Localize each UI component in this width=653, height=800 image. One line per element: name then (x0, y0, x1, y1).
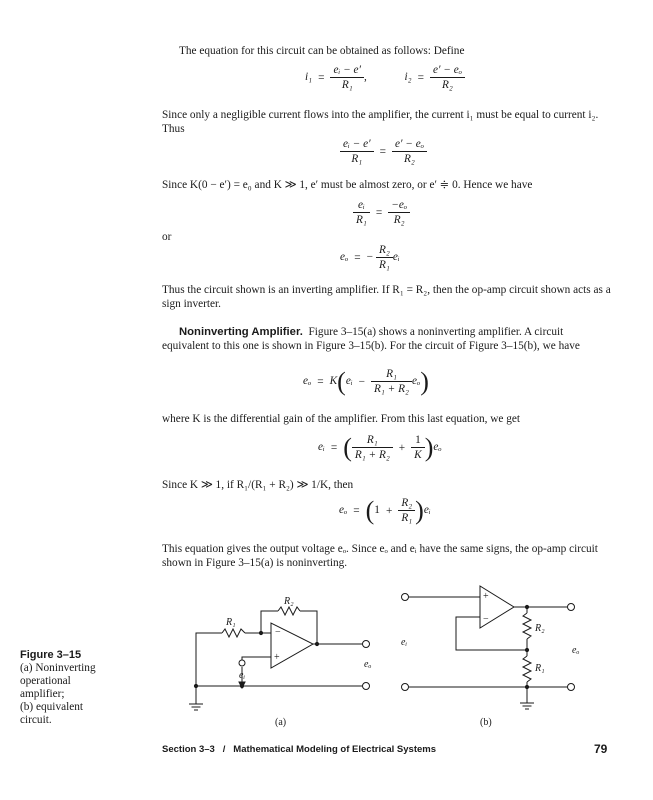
op-amp-a (271, 623, 313, 668)
op-amp-b (480, 586, 514, 628)
node (525, 605, 528, 608)
output-terminal (363, 683, 370, 690)
paragraph-sign-inverter: Thus the circuit shown is an inverting amplifier. If R₁ = R₂, then the op-amp circuit shown acts as a sign inverter. (162, 284, 611, 310)
node (259, 631, 262, 634)
label-eo-a: eₒ (364, 659, 372, 670)
label-r2-b: R₂ (535, 623, 545, 634)
label-figure-a: (a) (275, 717, 287, 728)
noninverting-heading: Noninverting Amplifier. (179, 326, 303, 338)
label-plus-a: + (274, 652, 280, 663)
ei-arrow (239, 682, 245, 688)
page-number: 79 (594, 742, 608, 756)
label-figure-b: (b) (480, 717, 492, 728)
output-terminal (568, 684, 575, 691)
wire (300, 611, 317, 644)
equation-input-voltage: eᵢ = ( $\frac{\text{R₁}}{\text{R₁ + R₂}}$ + $\frac{1}{K}$ )eₒ (318, 432, 442, 462)
output-terminal (363, 641, 370, 648)
label-r2-a: R₂ (284, 596, 294, 607)
resistor-r2-a (278, 607, 300, 615)
node (194, 684, 197, 687)
node (315, 642, 318, 645)
circuit-b (402, 586, 575, 709)
circuit-a (189, 607, 370, 710)
fraction-i1: $\frac{\text{eᵢ − e′}}{\text{R₁}}$ (330, 64, 364, 91)
node (525, 648, 528, 651)
figure-caption-title: Figure 3–15 (20, 649, 82, 661)
equation-currents: i₁ = $\frac{\text{eᵢ − e′}}{\text{R₁}}$ , i₂ = $\frac{\text{e′ − eₒ}}{\text{R₂}}$ (305, 64, 465, 91)
fraction-i2: $\frac{\text{e′ − eₒ}}{\text{R₂}}$ (430, 64, 465, 91)
input-terminal (402, 684, 409, 691)
label-eo-b: eₒ (572, 645, 580, 656)
paragraph-k-condition: Since K ≫ 1, if R₁/(R₁ + R₂) ≫ 1/K, then (162, 479, 354, 491)
label-plus-b: + (483, 591, 489, 602)
output-terminal (568, 604, 575, 611)
equation-noninverting-output: eₒ = (1 + $\frac{\text{R₂}}{\text{R₁}}$ )eᵢ (339, 495, 431, 525)
figure-caption (20, 649, 140, 727)
equation-inverting-output: eₒ = − $\frac{\text{R₂}}{\text{R₁}}$ eᵢ (340, 244, 400, 271)
wire (261, 611, 278, 633)
input-terminal (239, 660, 245, 666)
node (525, 685, 528, 688)
caption-line: (a) Noninverting (20, 662, 96, 674)
label-ei-a: eᵢ (239, 670, 246, 681)
equation-noninverting-gain: eₒ = K(eᵢ − $\frac{\text{R₁}}{\text{R₁ + R₂}}$ eₒ) (303, 366, 429, 396)
paragraph-noninverting: Noninverting Amplifier. Figure 3–15(a) shows a noninverting amplifier. A circuit equivalent to this one is shown in Figure 3–15(b). For the circuit of Figure 3–15(b), we have (162, 326, 580, 352)
eq-i2: i₂ (404, 71, 412, 84)
paragraph-negligible-current: Since only a negligible current flows into the amplifier, the current i₁ must be equal to current i₂. Thus (162, 109, 599, 135)
paragraph-define: The equation for this circuit can be obtained as follows: Define (179, 45, 465, 57)
paragraph-output-voltage: This equation gives the output voltage eₒ. Since eₒ and eᵢ have the same signs, the op-amp circuit shown in Figure 3–15(a) is noninverting. (162, 543, 598, 569)
wire (196, 633, 222, 700)
label-minus-b: − (483, 614, 489, 625)
wire (456, 617, 527, 650)
label-r1-a: R₁ (226, 617, 236, 628)
ground-icon (520, 700, 534, 709)
eq-i1: i₁ (305, 71, 313, 84)
ground-icon (189, 700, 203, 710)
label-ei-b: eᵢ (401, 637, 408, 648)
paragraph-differential-gain: where K is the differential gain of the amplifier. From this last equation, we get (162, 413, 521, 425)
equation-ratio: $\frac{\text{eᵢ}}{\text{R₁}}$ = $\frac{\text{−eₒ}}{\text{R₂}}$ (353, 199, 410, 226)
running-footer-section: Section 3–3 / Mathematical Modeling of Electrical Systems (162, 744, 437, 755)
caption-line: circuit. (20, 714, 52, 726)
resistor-r1-a (222, 629, 245, 637)
label-minus-a: − (275, 627, 281, 638)
equation-current-balance: $\frac{\text{eᵢ − e′}}{\text{R₁}}$ = $\frac{\text{e′ − eₒ}}{\text{R₂}}$ (340, 138, 427, 165)
resistor-r1-b (523, 656, 531, 682)
caption-line: amplifier; (20, 688, 65, 700)
paragraph-or: or (162, 231, 172, 243)
paragraph-k-large: Since K(0 − e′) = e₀ and K ≫ 1, e′ must be almost zero, or e′ ≑ 0. Hence we have (162, 179, 533, 191)
wire (242, 657, 271, 660)
input-terminal (402, 594, 409, 601)
label-r1-b: R₁ (535, 663, 545, 674)
caption-line: (b) equivalent (20, 701, 84, 713)
caption-line: operational (20, 675, 71, 687)
node (240, 684, 243, 687)
resistor-r2-b (523, 613, 531, 639)
